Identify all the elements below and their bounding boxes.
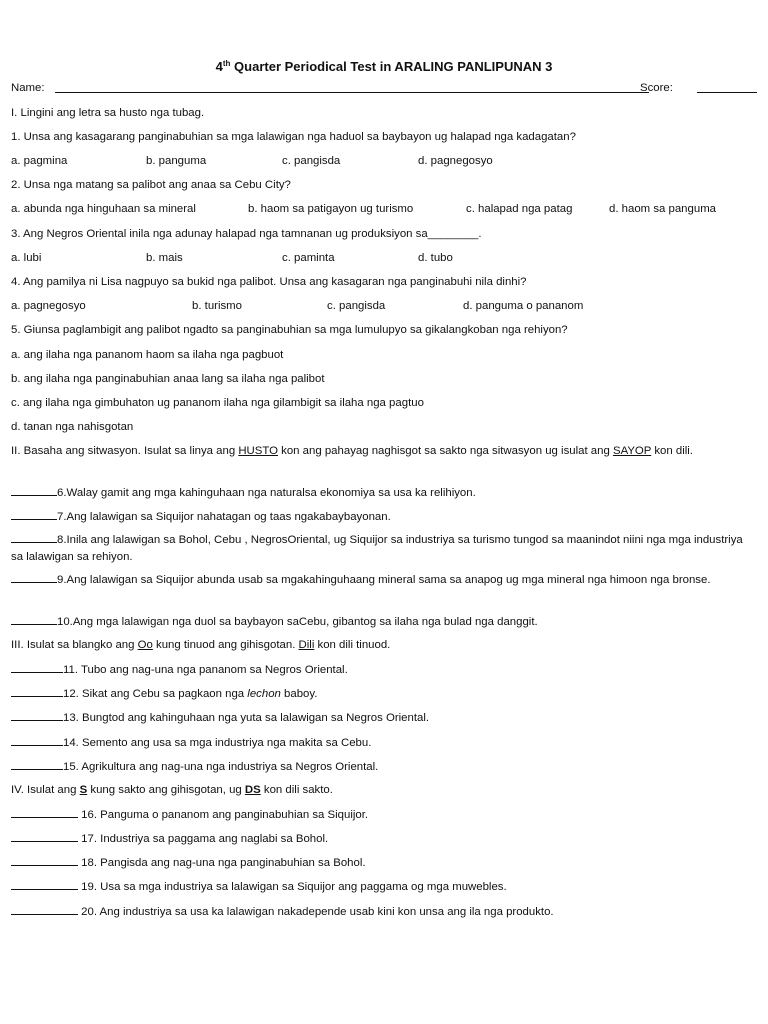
part4-instruction-mid: kung sakto ang gihisgotan, ug (87, 784, 245, 796)
answer-blank-12[interactable] (11, 686, 63, 697)
q2-option-d[interactable]: d. haom sa panguma (609, 203, 717, 215)
part2-instruction-mid: kon ang pahayag naghisgot sa sakto nga sitwasyon ug isulat ang (277, 445, 613, 457)
q1-option-c[interactable]: c. pangisda (282, 155, 341, 167)
sayop-keyword: SAYOP (612, 445, 652, 457)
name-label: Name: (11, 82, 45, 94)
answer-blank-14[interactable] (11, 735, 63, 746)
item-6 (11, 485, 476, 500)
item-14-text: 14. Semento ang usa sa mga industriya nga makita sa Cebu. (63, 737, 372, 749)
part3-instruction (11, 638, 390, 652)
item-7-text: 7.Ang lalawigan sa Siquijor nahatagan og taas ngakabaybayonan. (57, 511, 391, 523)
answer-blank-16[interactable] (11, 807, 78, 818)
item-9-text: 9.Ang lalawigan sa Siquijor abunda usab sa mgakahinguhaang mineral sama sa anapog ug mga mineral nga himoon nga bronse. (57, 574, 711, 586)
item-14 (11, 735, 371, 750)
name-score-row (11, 81, 757, 95)
q4-option-c[interactable]: c. pangisda (327, 300, 386, 312)
title-text: Quarter Periodical Test in ARALING PANLIPUNAN 3 (230, 59, 553, 74)
husto-keyword: HUSTO (238, 445, 278, 457)
q1-option-b[interactable]: b. panguma (146, 155, 207, 167)
answer-blank-6[interactable] (11, 485, 57, 496)
item-10-text: 10.Ang mga lalawigan nga duol sa baybayon saCebu, gibantog sa ilaha nga bulad nga danggit. (57, 616, 538, 628)
part1-instruction: I. Lingini ang letra sa husto nga tubag. (11, 107, 205, 119)
part2-instruction-text: II. Basaha ang sitwasyon. Isulat sa linya ang (11, 445, 239, 457)
item-16-text: 16. Panguma o pananom ang panginabuhian sa Siquijor. (81, 809, 369, 821)
title-ordinal: 4 (215, 59, 223, 74)
q4-option-a[interactable]: a. pagnegosyo (11, 300, 86, 312)
part2-instruction-end: kon dili. (651, 445, 693, 457)
answer-blank-10[interactable] (11, 614, 57, 625)
item-7 (11, 509, 391, 524)
item-20 (11, 904, 554, 919)
q3-option-d[interactable]: d. tubo (418, 252, 453, 264)
answer-blank-8[interactable] (11, 532, 57, 543)
test-title (0, 56, 768, 75)
part4-instruction (11, 783, 333, 797)
item-13-text: 13. Bungtod ang kahinguhaan nga yuta sa lalawigan sa Negros Oriental. (63, 712, 430, 724)
item-16 (11, 807, 368, 822)
item-6-text: 6.Walay gamit ang mga kahinguhaan nga naturalsa ekonomiya sa usa ka relihiyon. (57, 487, 476, 499)
item-9 (11, 572, 756, 589)
q3-option-b[interactable]: b. mais (146, 252, 183, 264)
item-8-text: 8.Inila ang lalawigan sa Bohol, Cebu , NegrosOriental, ug Siquijor sa industriya sa turismo tungod sa maanindot niini nga mga industriya sa lalawigan sa rehiyon. (11, 534, 743, 563)
q3-option-c[interactable]: c. paminta (282, 252, 335, 264)
item-15-text: 15. Agrikultura ang nag-una nga industriya sa Negros Oriental. (63, 761, 379, 773)
question-3: 3. Ang Negros Oriental inila nga adunay halapad nga tamnanan ug produksiyon sa________. (11, 228, 482, 240)
item-19 (11, 879, 507, 894)
item-15 (11, 759, 378, 774)
item-10 (11, 614, 538, 629)
answer-blank-20[interactable] (11, 904, 78, 915)
question-1: 1. Unsa ang kasagarang panginabuhian sa mga lalawigan nga haduol sa baybayon ug halapad nga kadagatan? (11, 131, 576, 143)
answer-blank-13[interactable] (11, 710, 63, 721)
answer-blank-19[interactable] (11, 879, 78, 890)
oo-keyword: Oo (137, 639, 153, 651)
score-blank[interactable] (697, 92, 757, 93)
lechon-italic: lechon (247, 688, 281, 700)
item-8 (11, 532, 756, 566)
q1-option-a[interactable]: a. pagmina (11, 155, 68, 167)
item-12 (11, 686, 317, 701)
q4-option-d[interactable]: d. panguma o pananom (463, 300, 584, 312)
q1-option-d[interactable]: d. pagnegosyo (418, 155, 493, 167)
answer-blank-7[interactable] (11, 509, 57, 520)
q4-option-b[interactable]: b. turismo (192, 300, 243, 312)
q5-option-b[interactable]: b. ang ilaha nga panginabuhian anaa lang sa ilaha nga palibot (11, 373, 325, 385)
item-20-text: 20. Ang industriya sa usa ka lalawigan nakadepende usab kini kon unsa ang ila nga produkto. (81, 906, 554, 918)
part4-instruction-text: IV. Isulat ang (11, 784, 80, 796)
question-2: 2. Unsa nga matang sa palibot ang anaa sa Cebu City? (11, 179, 291, 191)
part3-instruction-end: kon dili tinuod. (314, 639, 391, 651)
ds-keyword: DS (244, 784, 261, 796)
answer-blank-17[interactable] (11, 831, 78, 842)
part3-instruction-mid: kung tinuod ang gihisgotan. (152, 639, 299, 651)
dili-keyword: Dili (298, 639, 315, 651)
q2-option-c[interactable]: c. halapad nga patag (466, 203, 573, 215)
score-label: Score: (640, 82, 673, 94)
item-12-text-end: baboy. (280, 688, 318, 700)
q5-option-a[interactable]: a. ang ilaha nga pananom haom sa ilaha nga pagbuot (11, 349, 284, 361)
q5-option-c[interactable]: c. ang ilaha nga gimbuhaton ug pananom ilaha nga gilambigit sa ilaha nga pagtuo (11, 397, 424, 409)
item-13 (11, 710, 429, 725)
q3-option-a[interactable]: a. lubi (11, 252, 42, 264)
q2-option-b[interactable]: b. haom sa patigayon ug turismo (248, 203, 414, 215)
s-keyword: S (79, 784, 88, 796)
item-19-text: 19. Usa sa mga industriya sa lalawigan sa Siquijor ang paggama og mga muwebles. (81, 881, 507, 893)
answer-blank-11[interactable] (11, 662, 63, 673)
part4-instruction-end: kon dili sakto. (260, 784, 333, 796)
item-18 (11, 855, 366, 870)
item-11 (11, 662, 348, 677)
part2-instruction (11, 443, 756, 460)
q2-option-a[interactable]: a. abunda nga hinguhaan sa mineral (11, 203, 196, 215)
part3-instruction-text: III. Isulat sa blangko ang (11, 639, 138, 651)
answer-blank-9[interactable] (11, 572, 57, 583)
question-5: 5. Giunsa paglambigit ang palibot ngadto sa panginabuhian sa mga lumulupyo sa gikalangkoban nga rehiyon? (11, 324, 568, 336)
answer-blank-15[interactable] (11, 759, 63, 770)
item-17 (11, 831, 328, 846)
answer-blank-18[interactable] (11, 855, 78, 866)
name-blank[interactable] (55, 92, 649, 93)
item-18-text: 18. Pangisda ang nag-una nga panginabuhian sa Bohol. (81, 857, 366, 869)
item-12-text: 12. Sikat ang Cebu sa pagkaon nga (63, 688, 248, 700)
title-superscript: th (222, 59, 231, 68)
q5-option-d[interactable]: d. tanan nga nahisgotan (11, 421, 134, 433)
item-11-text: 11. Tubo ang nag-una nga pananom sa Negros Oriental. (63, 664, 348, 676)
item-17-text: 17. Industriya sa paggama ang naglabi sa Bohol. (81, 833, 329, 845)
question-4: 4. Ang pamilya ni Lisa nagpuyo sa bukid nga palibot. Unsa ang kasagaran nga panginabuhi nila dinhi? (11, 276, 527, 288)
